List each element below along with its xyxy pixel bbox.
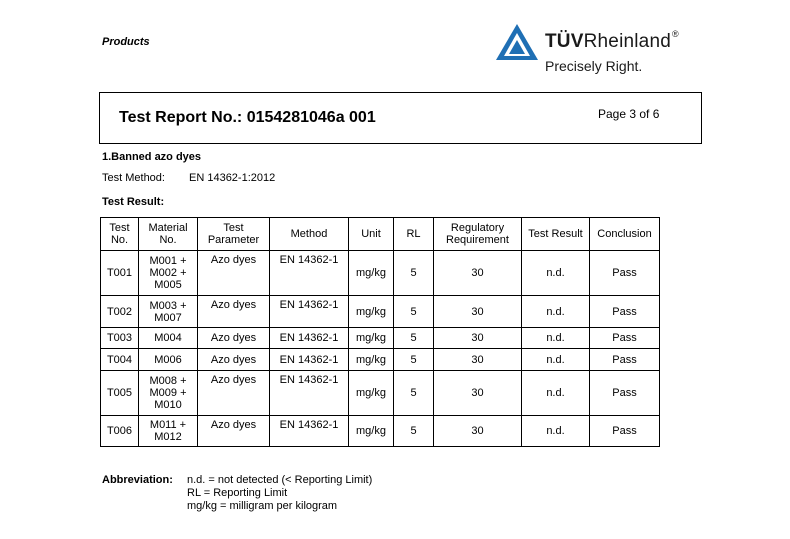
cell-unit: mg/kg xyxy=(349,416,394,447)
cell-rl: 5 xyxy=(394,416,434,447)
cell-test-no: T003 xyxy=(101,328,139,349)
table-row xyxy=(101,349,660,371)
test-method-value: EN 14362-1:2012 xyxy=(189,172,276,184)
cell-test-result: n.d. xyxy=(522,371,590,416)
header-test-result: Test Result xyxy=(522,218,590,251)
abbreviation-label: Abbreviation: xyxy=(102,474,173,486)
header-rl: RL xyxy=(394,218,434,251)
cell-method: EN 14362-1 xyxy=(270,349,349,371)
cell-conclusion: Pass xyxy=(590,371,660,416)
cell-unit: mg/kg xyxy=(349,371,394,416)
cell-method: EN 14362-1 xyxy=(270,371,349,416)
cell-test-no: T006 xyxy=(101,416,139,447)
cell-material-no: M001 + M002 + M005 xyxy=(139,251,198,296)
header-regulatory-requirement: Regulatory Requirement xyxy=(434,218,522,251)
cell-test-parameter: Azo dyes xyxy=(198,371,270,416)
cell-material-no: M011 + M012 xyxy=(139,416,198,447)
test-result-label: Test Result: xyxy=(102,196,165,208)
cell-unit: mg/kg xyxy=(349,251,394,296)
cell-rl: 5 xyxy=(394,328,434,349)
cell-material-no: M006 xyxy=(139,349,198,371)
tuv-rheinland-logo xyxy=(495,20,710,80)
table-header-row xyxy=(101,218,660,251)
header-unit: Unit xyxy=(349,218,394,251)
header-method: Method xyxy=(270,218,349,251)
cell-method: EN 14362-1 xyxy=(270,416,349,447)
cell-regulatory-requirement: 30 xyxy=(434,416,522,447)
logo-tagline: Precisely Right. xyxy=(545,58,643,74)
cell-regulatory-requirement: 30 xyxy=(434,296,522,328)
cell-method: EN 14362-1 xyxy=(270,328,349,349)
section-heading: 1.Banned azo dyes xyxy=(102,151,202,163)
cell-rl: 5 xyxy=(394,349,434,371)
table-row xyxy=(101,251,660,296)
report-title-box xyxy=(99,92,702,144)
cell-test-no: T002 xyxy=(101,296,139,328)
cell-test-result: n.d. xyxy=(522,296,590,328)
cell-rl: 5 xyxy=(394,296,434,328)
cell-test-result: n.d. xyxy=(522,251,590,296)
cell-test-parameter: Azo dyes xyxy=(198,349,270,371)
cell-unit: mg/kg xyxy=(349,296,394,328)
cell-material-no: M008 + M009 + M010 xyxy=(139,371,198,416)
cell-conclusion: Pass xyxy=(590,328,660,349)
cell-test-no: T004 xyxy=(101,349,139,371)
header-test-parameter: Test Parameter xyxy=(198,218,270,251)
cell-test-no: T001 xyxy=(101,251,139,296)
header-test-no: Test No. xyxy=(101,218,139,251)
cell-test-result: n.d. xyxy=(522,328,590,349)
cell-unit: mg/kg xyxy=(349,328,394,349)
cell-regulatory-requirement: 30 xyxy=(434,349,522,371)
cell-test-result: n.d. xyxy=(522,349,590,371)
cell-conclusion: Pass xyxy=(590,296,660,328)
table-row xyxy=(101,328,660,349)
cell-regulatory-requirement: 30 xyxy=(434,328,522,349)
cell-regulatory-requirement: 30 xyxy=(434,251,522,296)
header-conclusion: Conclusion xyxy=(590,218,660,251)
table-row xyxy=(101,371,660,416)
abbreviation-item: mg/kg = milligram per kilogram xyxy=(187,500,338,512)
report-title: Test Report No.: 0154281046a 001 xyxy=(119,109,376,126)
logo-brand-text: TÜVRheinland® xyxy=(545,29,679,52)
cell-regulatory-requirement: 30 xyxy=(434,371,522,416)
results-table xyxy=(100,217,660,447)
cell-method: EN 14362-1 xyxy=(270,296,349,328)
cell-material-no: M003 + M007 xyxy=(139,296,198,328)
table-row xyxy=(101,416,660,447)
cell-conclusion: Pass xyxy=(590,349,660,371)
cell-rl: 5 xyxy=(394,371,434,416)
abbreviation-item: RL = Reporting Limit xyxy=(187,487,288,499)
header-material-no: Material No. xyxy=(139,218,198,251)
cell-rl: 5 xyxy=(394,251,434,296)
cell-method: EN 14362-1 xyxy=(270,251,349,296)
cell-test-parameter: Azo dyes xyxy=(198,416,270,447)
table-row xyxy=(101,296,660,328)
test-method-label: Test Method: xyxy=(102,172,165,184)
page-indicator: Page 3 of 6 xyxy=(598,107,660,121)
cell-unit: mg/kg xyxy=(349,349,394,371)
cell-test-no: T005 xyxy=(101,371,139,416)
cell-material-no: M004 xyxy=(139,328,198,349)
cell-test-result: n.d. xyxy=(522,416,590,447)
tuv-triangle-icon xyxy=(495,23,539,61)
cell-conclusion: Pass xyxy=(590,416,660,447)
cell-test-parameter: Azo dyes xyxy=(198,296,270,328)
abbreviation-item: n.d. = not detected (< Reporting Limit) xyxy=(187,474,373,486)
cell-conclusion: Pass xyxy=(590,251,660,296)
cell-test-parameter: Azo dyes xyxy=(198,328,270,349)
cell-test-parameter: Azo dyes xyxy=(198,251,270,296)
abbreviation-list xyxy=(187,474,372,513)
products-label: Products xyxy=(102,36,150,48)
